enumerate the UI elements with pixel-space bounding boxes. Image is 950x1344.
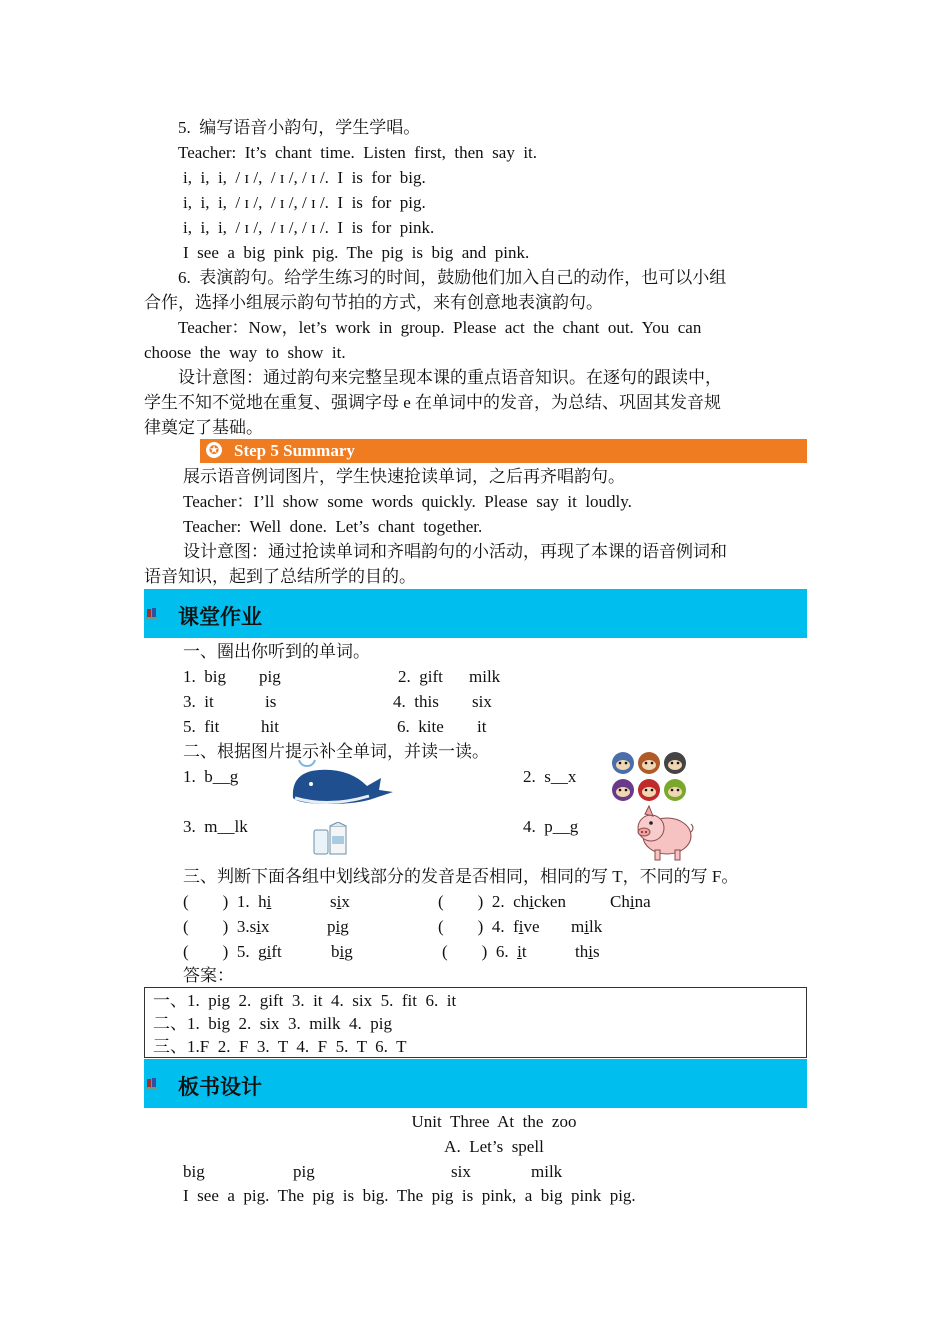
judge-item-4: ( ) 4. five <box>438 917 540 936</box>
list-item: hit <box>261 717 279 736</box>
book-icon <box>146 1077 158 1089</box>
list-item: 2. s__x <box>523 767 577 786</box>
list-item: 6. kite <box>397 717 444 736</box>
answer-line: 三、1.F 2. F 3. T 4. F 5. T 6. T <box>153 1037 407 1056</box>
design-intent-line: 律奠定了基础。 <box>144 418 263 437</box>
board-word: big <box>183 1162 205 1181</box>
summary-line: Teacher：I’ll show some words quickly. Please say it loudly. <box>183 492 632 511</box>
summary-design-line: 设计意图：通过抢读单词和齐唱韵句的小活动，再现了本课的语音例词和 <box>183 542 727 561</box>
design-intent-line: 设计意图：通过韵句来完整呈现本课的重点语音知识。在逐句的跟读中， <box>178 368 722 387</box>
answer-line: 二、1. big 2. six 3. milk 4. pig <box>153 1014 392 1033</box>
judge-item-2-word2: China <box>610 892 651 911</box>
unit-title: Unit Three At the zoo <box>411 1112 577 1131</box>
list-item: is <box>265 692 277 711</box>
answer-line: 一、1. pig 2. gift 3. it 4. six 5. fit 6. it <box>153 991 457 1010</box>
monkey-faces-image <box>610 750 688 804</box>
list-item: 1. b__g <box>183 767 239 786</box>
answer-box <box>144 987 807 1058</box>
list-item: it <box>477 717 487 736</box>
board-word: six <box>451 1162 471 1181</box>
homework-title: 课堂作业 <box>178 605 262 629</box>
judge-item-5-word2: big <box>331 942 353 961</box>
judge-item-3: ( ) 3.six <box>183 917 270 936</box>
list-item: 2. gift <box>398 667 443 686</box>
section-title: A. Let’s spell <box>444 1137 544 1156</box>
step-6-line: 合作，选择小组展示韵句节拍的方式，来有创意地表演韵句。 <box>144 293 603 312</box>
part1-title: 一、圈出你听到的单词。 <box>183 642 370 661</box>
star-icon: ✪ <box>206 442 222 458</box>
judge-item-5: ( ) 5. gift <box>183 942 282 961</box>
summary-design-line: 语音知识，起到了总结所学的目的。 <box>144 567 416 586</box>
board-header-bar <box>144 1059 807 1108</box>
part3-title: 三、判断下面各组中划线部分的发音是否相同，相同的写 T，不同的写 F。 <box>183 867 739 886</box>
judge-item-6: ( ) 6. it <box>442 942 527 961</box>
teacher-chant-line: Teacher: It’s chant time. Listen first, then say it. <box>178 143 538 162</box>
homework-header-bar <box>144 589 807 638</box>
list-item: milk <box>469 667 501 686</box>
summary-line: 展示语音例词图片，学生快速抢读单词，之后再齐唱韵句。 <box>183 467 625 486</box>
judge-item-3-word2: pig <box>327 917 349 936</box>
judge-item-2: ( ) 2. chicken <box>438 892 566 911</box>
summary-line: Teacher: Well done. Let’s chant together. <box>183 517 483 536</box>
board-title: 板书设计 <box>178 1075 262 1099</box>
answer-label: 答案： <box>183 966 234 985</box>
teacher-group-line: choose the way to show it. <box>144 343 346 362</box>
list-item: pig <box>259 667 281 686</box>
design-intent-line: 学生不知不觉地在重复、强调字母 e 在单词中的发音，为总结、巩固其发音规 <box>144 393 722 412</box>
teacher-group-line: Teacher：Now，let’s work in group. Please act the chant out. You can <box>178 318 702 337</box>
list-item: 5. fit <box>183 717 220 736</box>
book-icon <box>146 607 158 619</box>
judge-item-1-word2: six <box>330 892 350 911</box>
chant-last-line: I see a big pink pig. The pig is big and pink. <box>183 243 530 262</box>
chant-line: i, i, i, / ɪ /, / ɪ /, / ɪ /. I is for pink. <box>183 218 435 237</box>
list-item: 3. it <box>183 692 214 711</box>
list-item: 3. m__lk <box>183 817 248 836</box>
board-sentence: I see a pig. The pig is big. The pig is pink, a big pink pig. <box>183 1186 636 1205</box>
board-word: milk <box>531 1162 563 1181</box>
part2-title: 二、根据图片提示补全单词，并读一读。 <box>183 742 489 761</box>
pig-image <box>633 804 695 862</box>
list-item: 4. this <box>393 692 439 711</box>
whale-image <box>289 758 395 810</box>
summary-title: Step 5 Summary <box>234 441 355 460</box>
list-item: 4. p__g <box>523 817 579 836</box>
list-item: 1. big <box>183 667 226 686</box>
milk-image <box>310 822 350 856</box>
judge-item-4-word2: milk <box>571 917 603 936</box>
judge-item-6-word2: this <box>575 942 600 961</box>
judge-item-1: ( ) 1. hi <box>183 892 272 911</box>
chant-line: i, i, i, / ɪ /, / ɪ /, / ɪ /. I is for pig. <box>183 193 426 212</box>
chant-line: i, i, i, / ɪ /, / ɪ /, / ɪ /. I is for big. <box>183 168 426 187</box>
list-item: six <box>472 692 492 711</box>
step-6-line: 6. 表演韵句。给学生练习的时间，鼓励他们加入自己的动作，也可以小组 <box>178 268 727 287</box>
step-5-title: 5. 编写语音小韵句，学生学唱。 <box>178 118 421 137</box>
step-5-summary-bar <box>200 439 807 463</box>
board-word: pig <box>293 1162 315 1181</box>
